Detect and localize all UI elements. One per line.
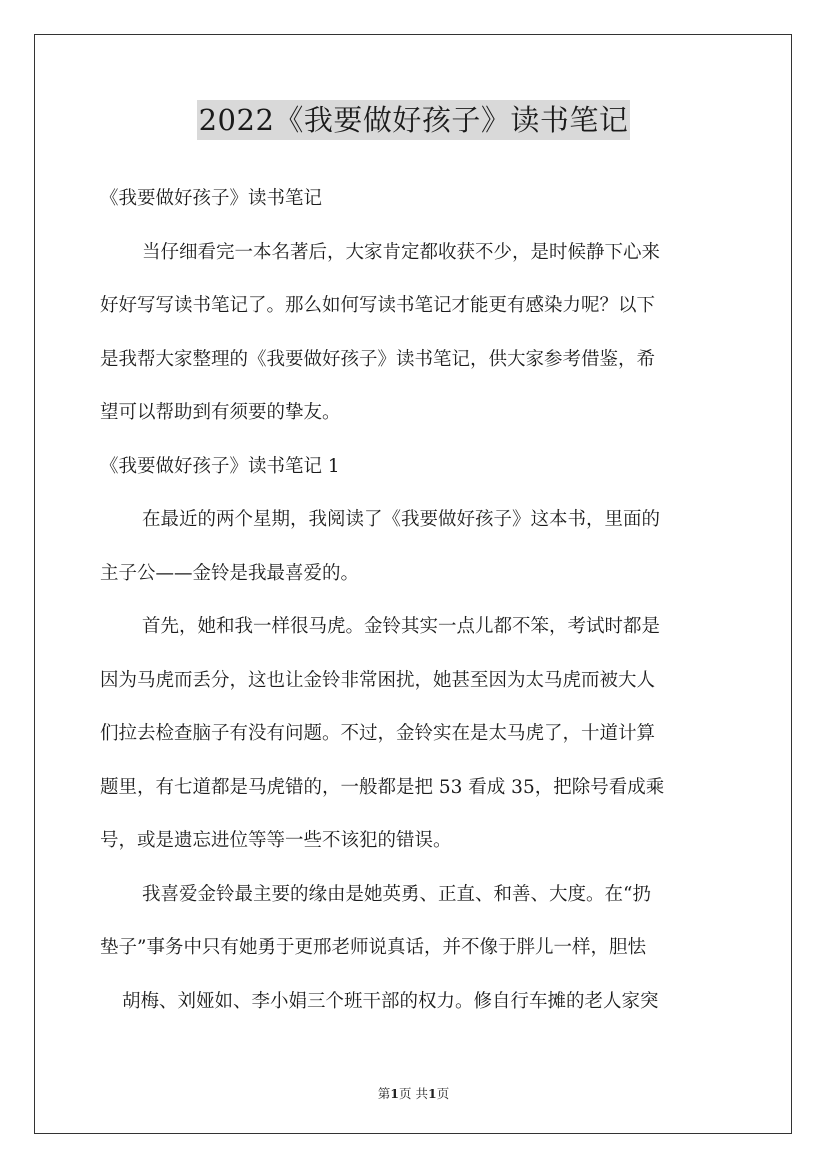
text-line: 题里，有七道都是马虎错的，一般都是把 53 看成 35，把除号看成乘	[100, 776, 665, 798]
text-line: 垫子”事务中只有她勇于更邢老师说真话，并不像于胖儿一样，胆怯	[100, 937, 646, 958]
text-line: 我喜爱金铃最主要的缘由是她英勇、正直、和善、大度。在“扔	[142, 883, 651, 905]
text-line: 当仔细看完一本名著后，大家肯定都收获不少，是时候静下心来	[142, 241, 661, 263]
text-line: 在最近的两个星期，我阅读了《我要做好孩子》这本书，里面的	[142, 509, 661, 530]
text-line: 《我要做好孩子》读书笔记 1	[100, 455, 340, 477]
footer-suffix: 页	[436, 1086, 450, 1101]
text-line: 主子公——金铃是我最喜爱的。	[100, 562, 360, 584]
text-line: 们拉去检查脑子有没有问题。不过，金铃实在是太马虎了，十道计算	[100, 723, 656, 744]
footer-page-number: 1	[390, 1086, 399, 1101]
paragraph	[100, 440, 728, 494]
text-line: 号，或是遗忘进位等等一些不该犯的错误。	[100, 830, 452, 851]
paragraph	[100, 172, 728, 226]
footer-prefix: 第	[377, 1086, 391, 1101]
text-line: 因为马虎而丢分，这也让金铃非常困扰，她甚至因为太马虎而被大人	[100, 669, 656, 691]
text-line: 是我帮大家整理的《我要做好孩子》读书笔记，供大家参考借鉴，希	[100, 348, 656, 370]
paragraph	[100, 600, 728, 868]
text-line: 首先，她和我一样很马虎。金铃其实一点儿都不笨，考试时都是	[142, 616, 661, 637]
footer-page-total: 1	[427, 1086, 437, 1101]
document-title: 2022《我要做好孩子》读书笔记	[197, 100, 631, 140]
paragraph	[100, 868, 728, 1029]
text-line: 望可以帮助到有须要的挚友。	[100, 402, 341, 423]
document-body	[100, 172, 728, 1028]
text-line: 好好写写读书笔记了。那么如何写读书笔记才能更有感染力呢？以下	[100, 295, 656, 316]
page-footer	[0, 1084, 827, 1102]
text-line: 胡梅、刘娅如、李小娟三个班干部的权力。修自行车摊的老人家突	[122, 990, 659, 1012]
paragraph	[100, 493, 728, 600]
text-line: 《我要做好孩子》读书笔记	[100, 188, 323, 209]
paragraph	[100, 226, 728, 440]
title-container	[0, 100, 827, 140]
footer-mid: 页 共	[399, 1086, 428, 1101]
